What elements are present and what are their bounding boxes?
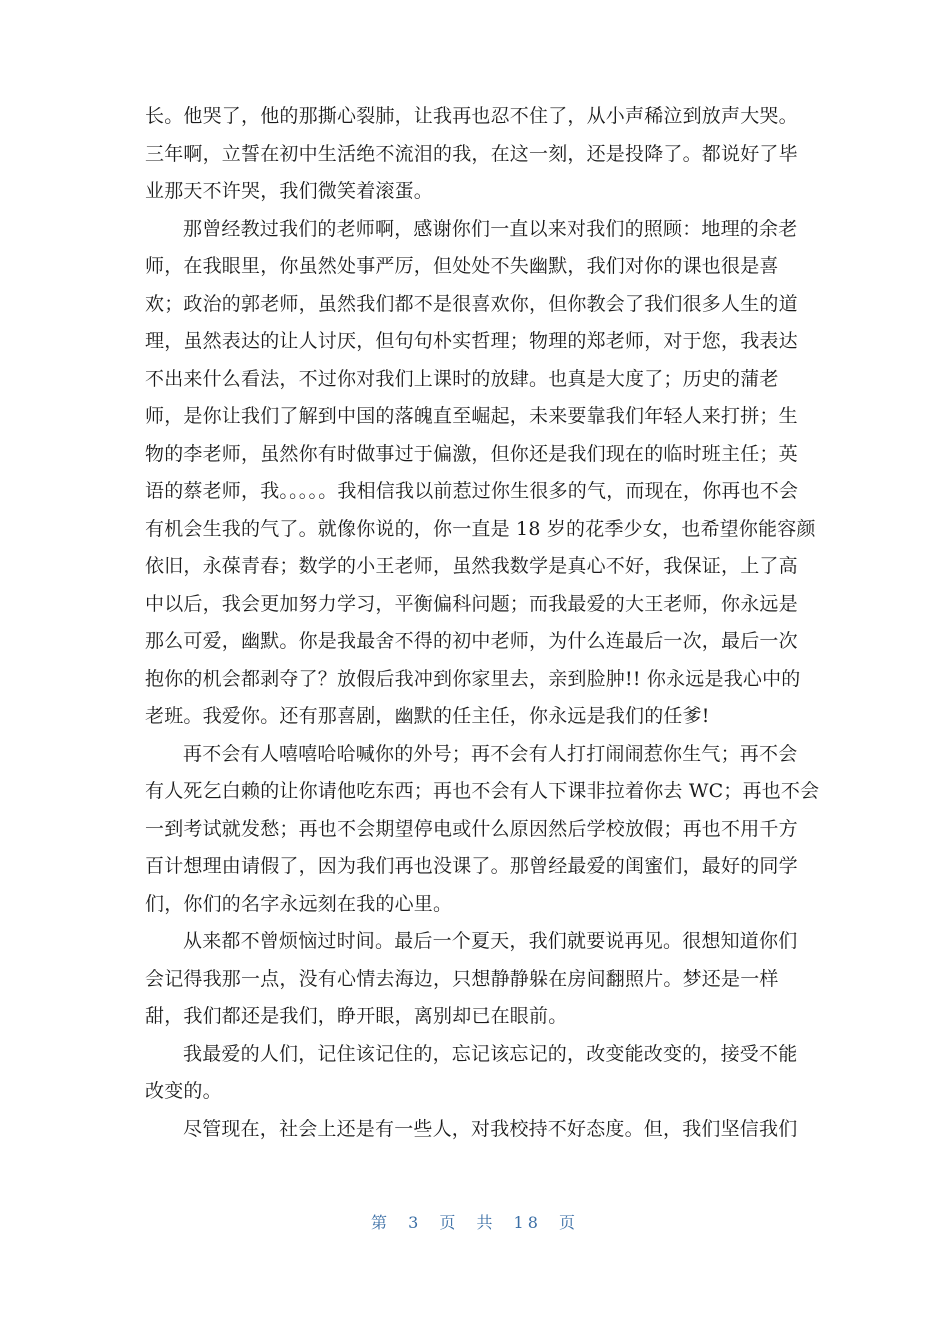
text-line: 我最爱的人们，记住该记住的，忘记该忘记的，改变能改变的，接受不能	[183, 1042, 798, 1065]
page-footer: 第 3 页 共 18 页	[371, 1213, 579, 1232]
text-line: 们，你们的名字永远刻在我的心里。	[145, 892, 453, 915]
text-line: 业那天不许哭，我们微笑着滚蛋。	[145, 180, 434, 202]
text-line: 师，是你让我们了解到中国的落魄直至崛起，未来要靠我们年轻人来打拼；生	[145, 405, 798, 427]
text-line: 中以后，我会更加努力学习，平衡偏科问题；而我最爱的大王老师，你永远是	[145, 592, 798, 615]
text-line: 物的李老师，虽然你有时做事过于偏激，但你还是我们现在的临时班主任；英	[145, 442, 798, 465]
text-line: 改变的。	[145, 1080, 222, 1102]
text-line: 师，在我眼里，你虽然处事严厉，但处处不失幽默，我们对你的课也很是喜	[145, 255, 779, 277]
text-line: 百计想理由请假了，因为我们再也没课了。那曾经最爱的闺蜜们，最好的同学	[145, 855, 798, 877]
text-line: 不出来什么看法，不过你对我们上课时的放肆。也真是大度了；历史的蒲老	[145, 367, 779, 390]
text-line: 再不会有人嘻嘻哈哈喊你的外号；再不会有人打打闹闹惹你生气；再不会	[183, 742, 798, 765]
text-line: 那么可爱，幽默。你是我最舍不得的初中老师，为什么连最后一次，最后一次	[145, 630, 798, 652]
text-line: 老班。我爱你。还有那喜剧，幽默的任主任，你永远是我们的任爹!	[145, 705, 710, 727]
text-line: 语的蔡老师，我。。。。。我相信我以前惹过你生很多的气，而现在，你再也不会	[145, 480, 799, 502]
text-line: 尽管现在，社会上还是有一些人，对我校持不好态度。但，我们坚信我们	[183, 1117, 798, 1140]
text-line: 甜，我们都还是我们，睁开眼，离别却已在眼前。	[145, 1005, 568, 1027]
text-line: 会记得我那一点，没有心情去海边，只想静静躲在房间翻照片。梦还是一样	[145, 967, 779, 990]
text-line: 那曾经教过我们的老师啊，感谢你们一直以来对我们的照顾：地理的余老	[183, 217, 798, 240]
text-line: 理，虽然表达的让人讨厌，但句句朴实哲理；物理的郑老师，对于您，我表达	[145, 330, 798, 352]
text-line: 有人死乞白赖的让你请他吃东西；再也不会有人下课非拉着你去 WC；再也不会	[145, 780, 820, 802]
text-line: 一到考试就发愁；再也不会期望停电或什么原因然后学校放假；再也不用千方	[145, 817, 798, 840]
text-line: 长。他哭了，他的那撕心裂肺，让我再也忍不住了，从小声稀泣到放声大哭。	[145, 105, 798, 127]
text-line: 三年啊，立誓在初中生活绝不流泪的我，在这一刻，还是投降了。都说好了毕	[145, 142, 798, 165]
text-line: 从来都不曾烦恼过时间。最后一个夏天，我们就要说再见。很想知道你们	[183, 930, 798, 952]
text-line: 有机会生我的气了。就像你说的，你一直是 18 岁的花季少女，也希望你能容颜	[145, 517, 816, 540]
text-line: 依旧，永葆青春；数学的小王老师，虽然我数学是真心不好，我保证，上了高	[145, 555, 798, 577]
text-line: 欢；政治的郭老师，虽然我们都不是很喜欢你，但你教会了我们很多人生的道	[145, 292, 798, 315]
document-body	[145, 98, 820, 1148]
text-line: 抱你的机会都剥夺了？放假后我冲到你家里去，亲到脸肿!! 你永远是我心中的	[145, 667, 801, 690]
